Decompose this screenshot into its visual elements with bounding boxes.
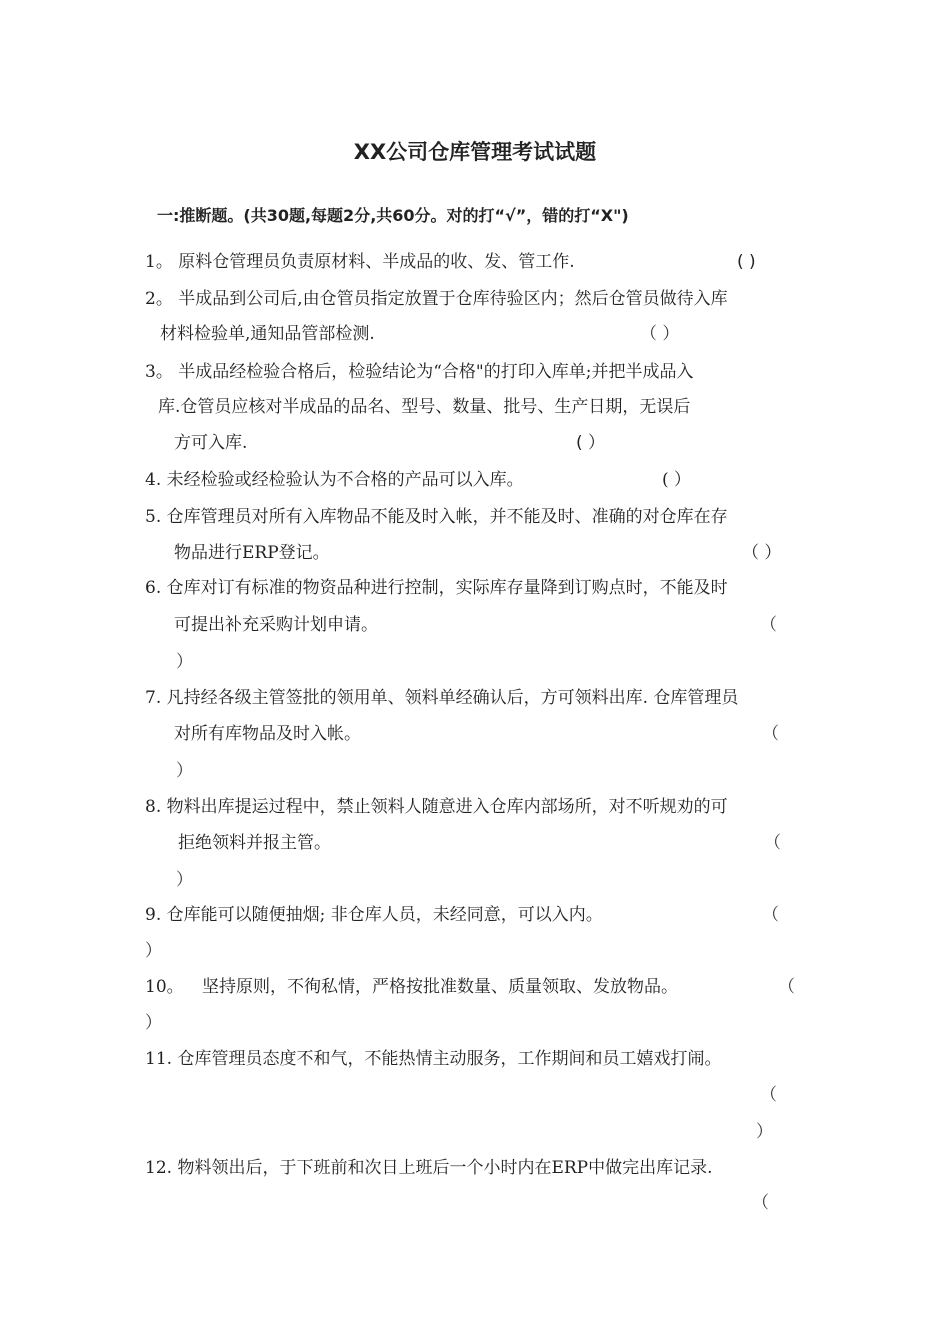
question-1-line-1: 1。 原料仓管理员负责原材料、半成品的收、发、管工作.	[145, 252, 575, 272]
section-heading: 一:推断题。(共30题,每题2分,共60分。对的打“√”，错的打“X")	[157, 206, 629, 225]
question-7-answer-paren-close: ）	[176, 761, 193, 781]
question-10-answer-paren-open: （	[778, 977, 795, 997]
question-2-line-1: 2。 半成品到公司后,由仓管员指定放置于仓库待验区内；然后仓管员做待入库	[145, 289, 728, 309]
question-9-line-1: 9. 仓库能可以随便抽烟; 非仓库人员，未经同意，可以入内。	[145, 905, 603, 925]
question-10-line-1: 坚持原则，不徇私情，严格按批准数量、质量领取、发放物品。	[202, 977, 678, 997]
question-7-line-2: 对所有库物品及时入帐。	[174, 724, 361, 744]
question-3-line-1: 3。 半成品经检验合格后，检验结论为“合格"的打印入库单;并把半成品入	[145, 362, 694, 382]
question-7-answer-paren-open: （	[762, 724, 779, 744]
question-5-answer-paren: （ ）	[742, 543, 782, 563]
question-8-answer-paren-close: ）	[176, 870, 193, 890]
question-10-number: 10。	[145, 977, 184, 997]
question-8-line-2: 拒绝领料并报主管。	[178, 833, 331, 853]
question-4-line-1: 4. 未经检验或经检验认为不合格的产品可以入库。	[145, 470, 524, 490]
question-12-answer-paren-open: （	[752, 1193, 769, 1213]
question-9-answer-paren-close: ）	[145, 941, 162, 961]
question-5-line-1: 5. 仓库管理员对所有入库物品不能及时入帐，并不能及时、准确的对仓库在存	[145, 507, 728, 527]
question-6-answer-paren-open: （	[760, 615, 777, 635]
question-3-line-3: 方可入库.	[174, 433, 248, 453]
question-11-answer-paren-close: ）	[756, 1122, 773, 1142]
question-11-line-1: 11. 仓库管理员态度不和气，不能热情主动服务，工作期间和员工嬉戏打闹。	[145, 1049, 722, 1069]
question-11-answer-paren-open: （	[760, 1085, 777, 1105]
document-title: XX公司仓库管理考试试题	[353, 140, 597, 164]
question-3-answer-paren: ( ）	[576, 433, 606, 453]
question-2-line-2: 材料检验单,通知品管部检测.	[160, 324, 375, 344]
question-6-line-2: 可提出补充采购计划申请。	[174, 615, 378, 635]
question-8-answer-paren-open: （	[764, 833, 781, 853]
question-8-line-1: 8. 物料出库提运过程中，禁止领料人随意进入仓库内部场所，对不听规劝的可	[145, 797, 728, 817]
question-3-line-2: 库.仓管员应核对半成品的品名、型号、数量、批号、生产日期，无误后	[158, 397, 691, 417]
question-12-line-1: 12. 物料领出后，于下班前和次日上班后一个小时内在ERP中做完出库记录.	[145, 1158, 713, 1178]
question-9-answer-paren-open: （	[762, 905, 779, 925]
question-7-line-1: 7. 凡持经各级主管签批的领用单、领料单经确认后，方可领料出库. 仓库管理员	[145, 688, 739, 708]
question-4-answer-paren: ( ）	[662, 470, 692, 490]
question-5-line-2: 物品进行ERP登记。	[174, 543, 330, 563]
question-1-answer-paren: ( )	[737, 252, 756, 272]
question-6-line-1: 6. 仓库对订有标准的物资品种进行控制，实际库存量降到订购点时，不能及时	[145, 578, 728, 598]
question-6-answer-paren-close: ）	[176, 652, 193, 672]
question-2-answer-paren: （ ）	[640, 324, 680, 344]
question-10-answer-paren-close: ）	[145, 1013, 162, 1033]
